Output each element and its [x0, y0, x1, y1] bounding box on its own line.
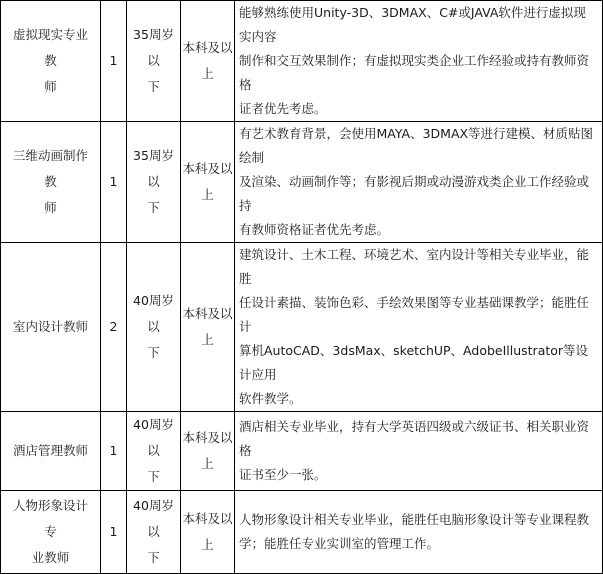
requirement-line: 能够熟练使用Unity-3D、3DMAX、C#或JAVA软件进行虚拟现实内容 — [239, 5, 586, 44]
education-line: 本科及以 — [182, 511, 233, 526]
position-cell — [1, 1, 101, 122]
count-cell: 1 — [101, 122, 127, 243]
age-line: 40周岁以 — [133, 417, 174, 458]
table-row — [1, 491, 603, 574]
age-line: 下 — [147, 200, 160, 215]
position-line: 师 — [44, 200, 57, 215]
education-cell — [181, 243, 235, 412]
requirement-cell — [235, 243, 603, 412]
education-cell — [181, 122, 235, 243]
education-line: 上 — [201, 187, 214, 202]
age-line: 40周岁以 — [133, 293, 174, 334]
position-cell — [1, 243, 101, 412]
position-cell — [1, 491, 101, 574]
requirement-line: 任设计素描、装饰色彩、手绘效果图等专业基础课教学；能胜任计 — [239, 295, 590, 334]
education-cell — [181, 412, 235, 491]
education-line: 上 — [201, 456, 214, 471]
position-cell — [1, 122, 101, 243]
requirement-line: 软件教学。 — [239, 391, 302, 406]
requirement-line: 算机AutoCAD、3dsMax、sketchUP、AdobeIllustrator等设计应用 — [239, 343, 589, 382]
table-row — [1, 1, 603, 122]
education-line: 上 — [201, 332, 214, 347]
count-cell: 2 — [101, 243, 127, 412]
age-line: 下 — [147, 345, 160, 360]
education-line: 本科及以 — [182, 306, 233, 321]
age-line: 35周岁以 — [133, 148, 174, 189]
education-line: 本科及以 — [182, 430, 233, 445]
education-cell — [181, 1, 235, 122]
position-line: 业教师 — [31, 550, 70, 565]
count-cell: 1 — [101, 1, 127, 122]
education-line: 上 — [201, 66, 214, 81]
position-cell — [1, 412, 101, 491]
position-line: 师 — [44, 79, 57, 94]
count-cell: 1 — [101, 491, 127, 574]
requirement-line: 有艺术教育背景，会使用MAYA、3DMAX等进行建模、材质贴图绘制 — [239, 126, 594, 165]
age-cell — [127, 122, 181, 243]
position-line: 三维动画制作教 — [12, 148, 88, 189]
requirement-line: 证者优先考虑。 — [239, 101, 327, 116]
position-line: 酒店管理教师 — [12, 443, 88, 458]
age-line: 40周岁以 — [133, 498, 174, 539]
age-cell — [127, 1, 181, 122]
table-row — [1, 122, 603, 243]
count-cell: 1 — [101, 412, 127, 491]
requirement-line: 学；能胜任专业实训室的管理工作。 — [239, 536, 440, 551]
position-line: 虚拟现实专业教 — [12, 27, 88, 68]
requirement-line: 及渲染、动画制作等；有影视后期或动漫游戏类企业工作经验或持 — [239, 174, 590, 213]
table-row — [1, 412, 603, 491]
age-cell — [127, 243, 181, 412]
age-line: 下 — [147, 469, 160, 484]
requirement-line: 证书至少一张。 — [239, 467, 327, 482]
requirement-line: 建筑设计、土木工程、环境艺术、室内设计等相关专业毕业，能胜 — [239, 247, 590, 286]
position-line: 室内设计教师 — [12, 319, 88, 334]
requirement-cell — [235, 412, 603, 491]
position-line: 人物形象设计专 — [12, 498, 88, 539]
requirement-cell — [235, 491, 603, 574]
age-cell — [127, 412, 181, 491]
age-line: 35周岁以 — [133, 27, 174, 68]
requirement-cell — [235, 122, 603, 243]
requirement-line: 有教师资格证者优先考虑。 — [239, 222, 390, 237]
age-line: 下 — [147, 79, 160, 94]
requirement-cell — [235, 1, 603, 122]
requirement-line: 人物形象设计相关专业毕业，能胜任电脑形象设计等专业课程教 — [239, 512, 590, 527]
education-cell — [181, 491, 235, 574]
requirement-line: 制作和交互效果制作；有虚拟现实类企业工作经验或持有教师资格 — [239, 53, 590, 92]
education-line: 上 — [201, 537, 214, 552]
age-line: 下 — [147, 550, 160, 565]
requirement-line: 酒店相关专业毕业，持有大学英语四级或六级证书、相关职业资格 — [239, 419, 590, 458]
education-line: 本科及以 — [182, 40, 233, 55]
education-line: 本科及以 — [182, 161, 233, 176]
age-cell — [127, 491, 181, 574]
table-row — [1, 243, 603, 412]
